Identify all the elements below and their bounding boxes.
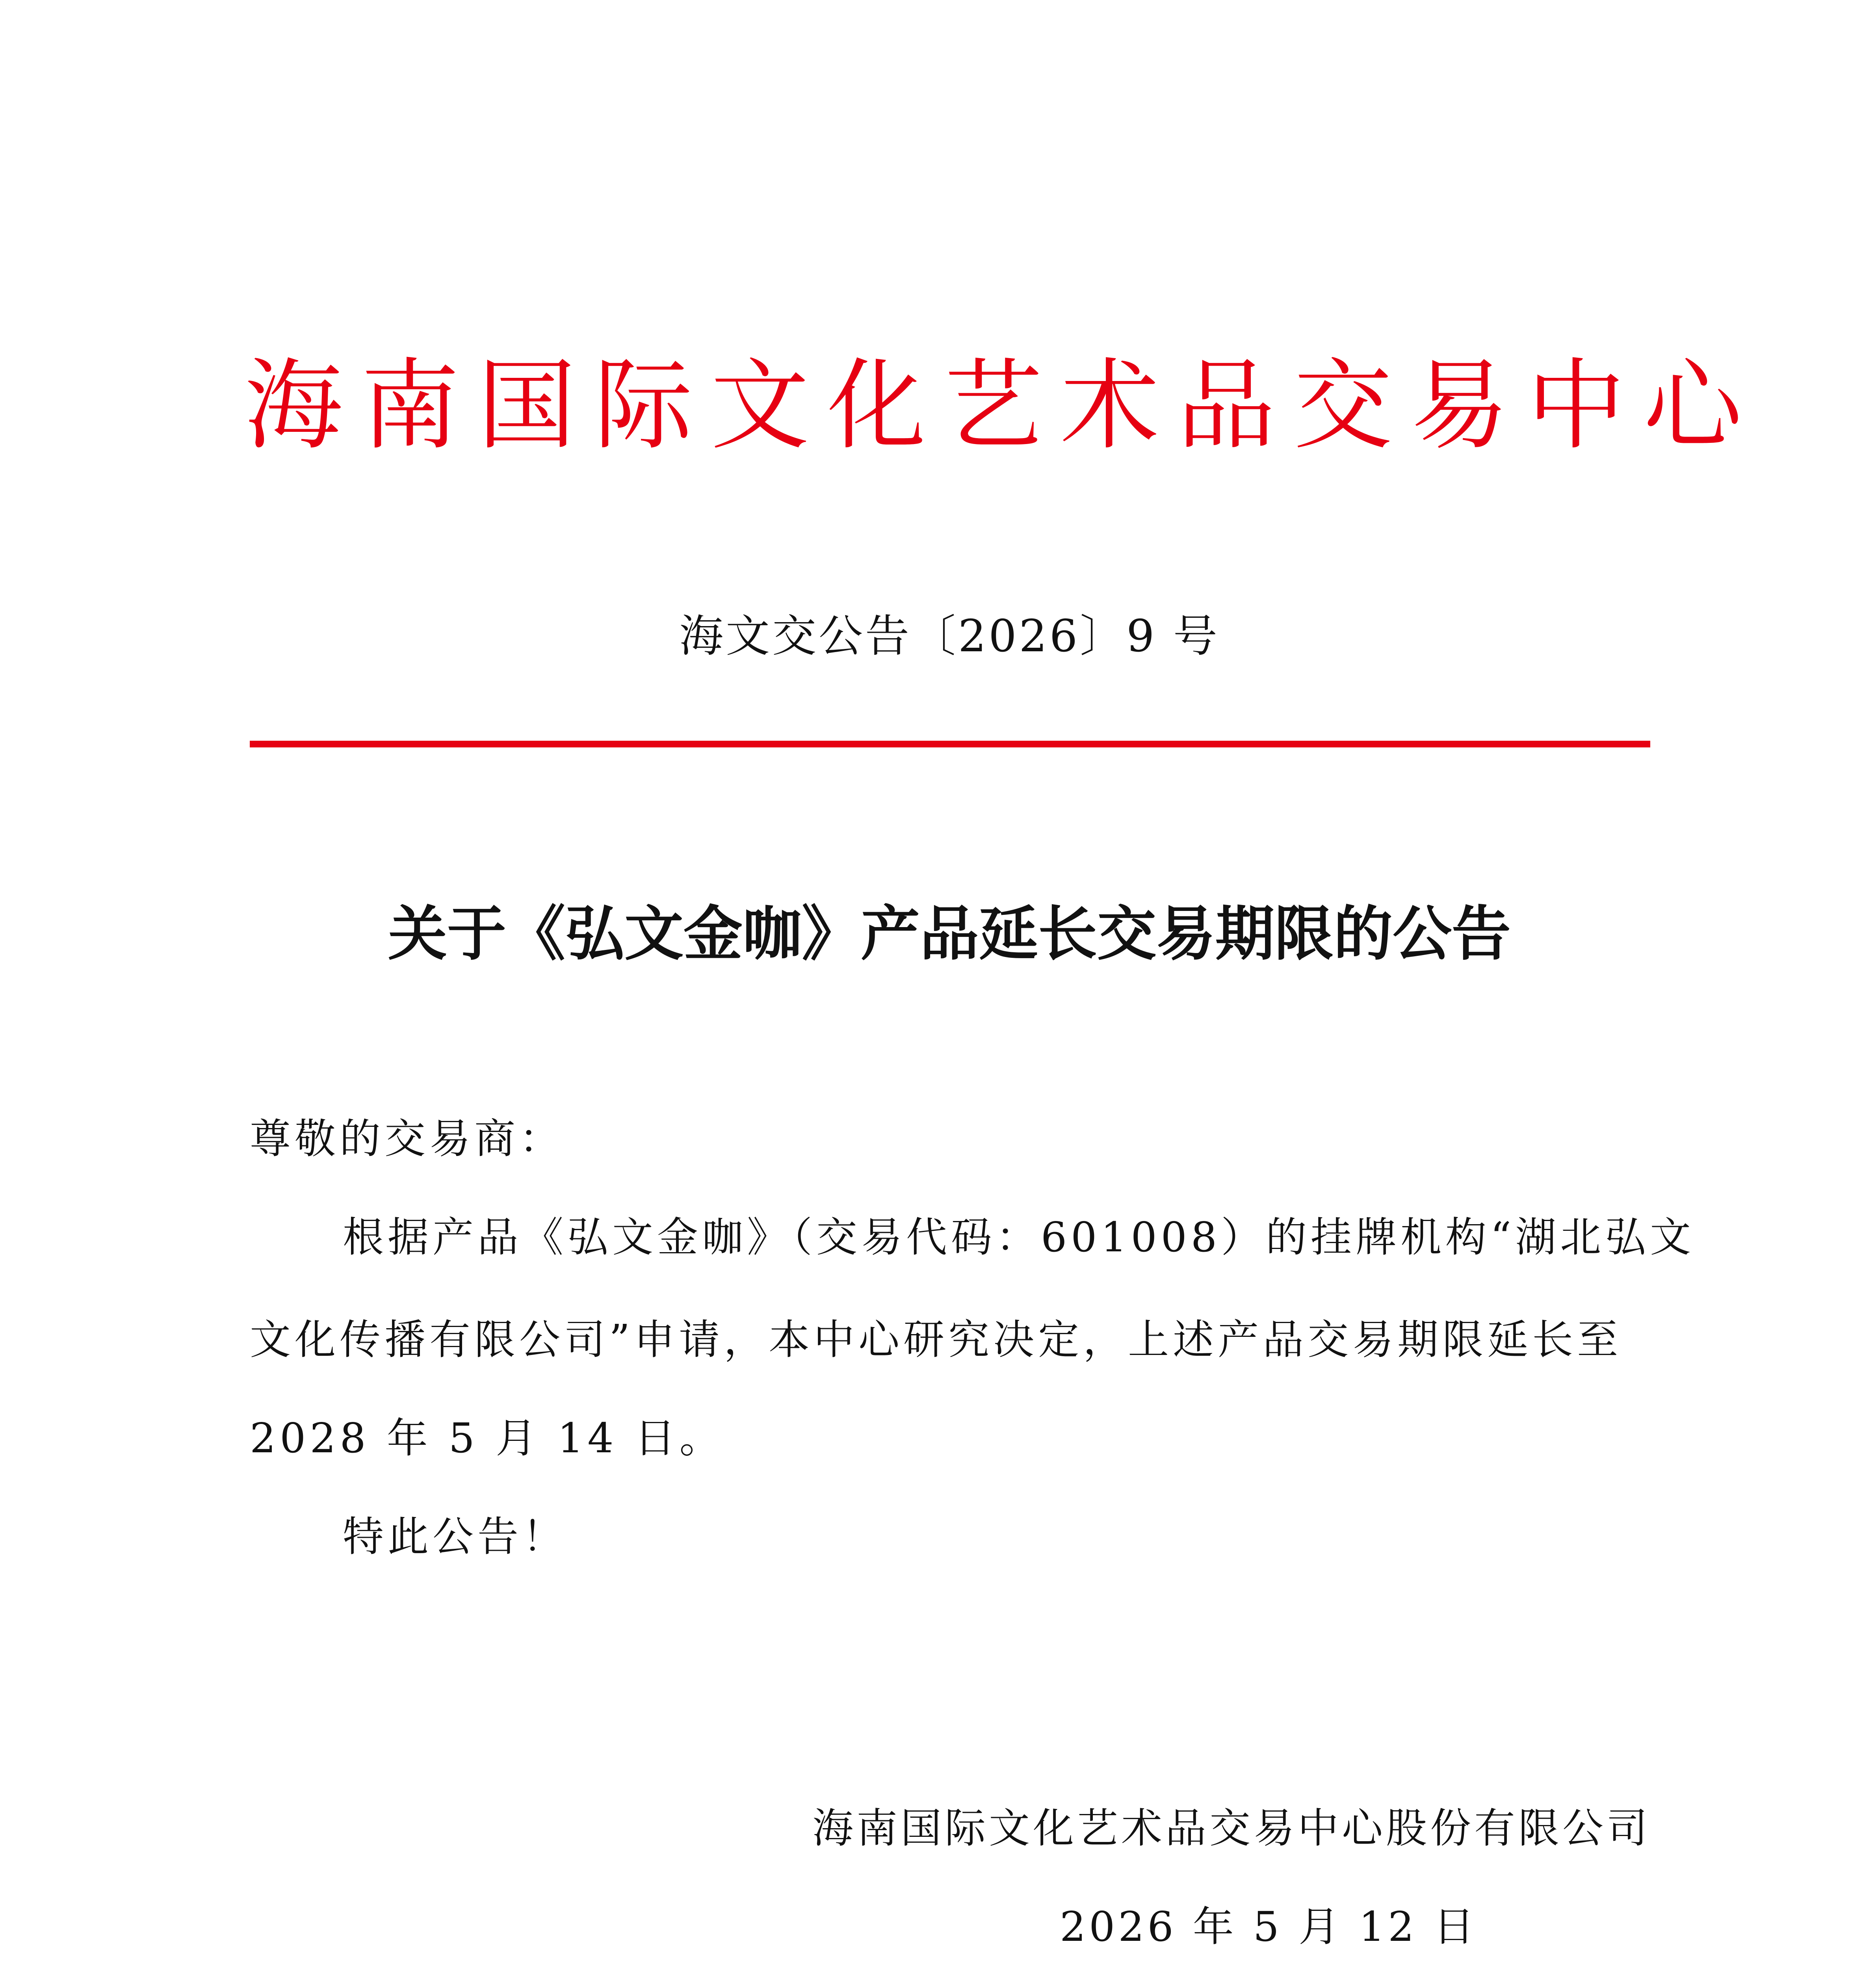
salutation: 尊敬的交易商： — [250, 1115, 565, 1163]
body-paragraph-line: 根据产品《弘文金咖》（交易代码：601008）的挂牌机构“湖北弘文 — [343, 1213, 1695, 1261]
organization-header: 海南国际文化艺术品交易中心 — [244, 348, 1760, 463]
issuer-signature: 海南国际文化艺术品交易中心股份有限公司 — [812, 1804, 1651, 1852]
body-paragraph-line: 文化传播有限公司”申请，本中心研究决定，上述产品交易期限延长至 — [250, 1316, 1622, 1364]
document-number: 海文交公告〔2026〕9 号 — [679, 611, 1220, 662]
closing-remark: 特此公告！ — [343, 1513, 568, 1561]
red-divider-line — [250, 741, 1650, 747]
signature-date: 2026 年 5 月 12 日 — [1060, 1903, 1478, 1951]
notice-title: 关于《弘文金咖》产品延长交易期限的公告 — [388, 899, 1511, 968]
body-paragraph-line: 2028 年 5 月 14 日。 — [250, 1414, 724, 1462]
